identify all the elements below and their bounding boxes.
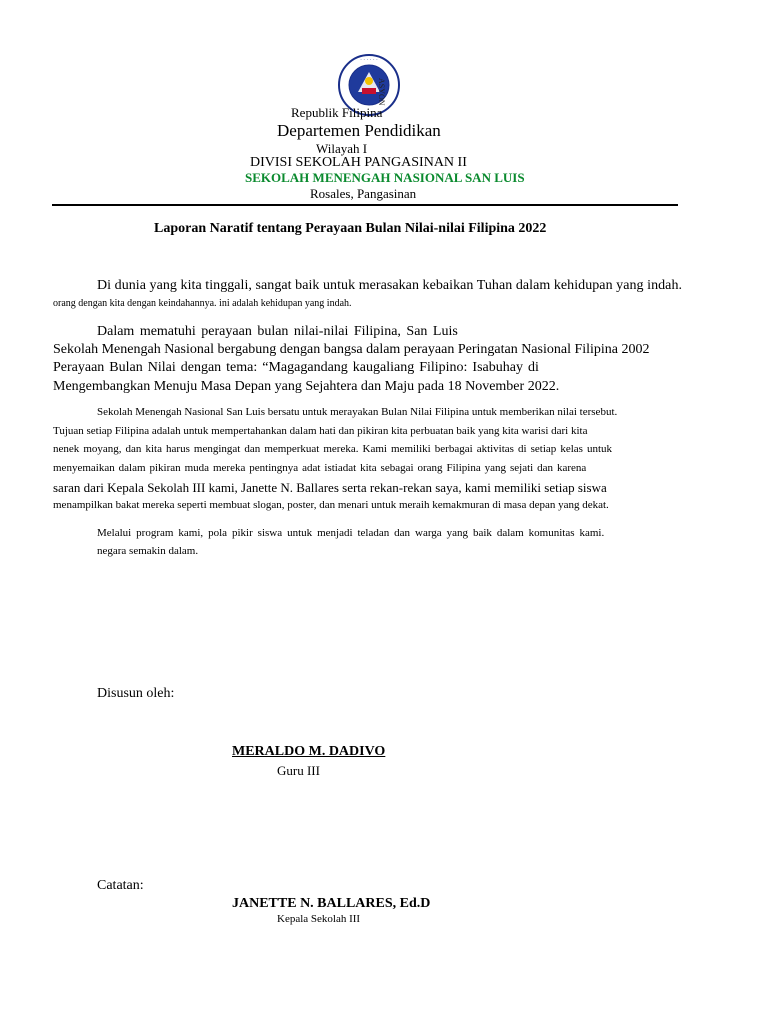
paragraph-2-line-2: Sekolah Menengah Nasional bergabung dengan bangsa dalam perayaan Peringatan Nasional Filipina 2002: [53, 342, 650, 357]
header-country: Republik Filipina: [291, 105, 383, 120]
paragraph-1-line-1: Di dunia yang kita tinggali, sangat baik untuk merasakan kebaikan Tuhan dalam kehidupan yang indah.: [97, 278, 683, 293]
paragraph-3-line-6: menampilkan bakat mereka seperti membuat slogan, poster, dan menari untuk meraih kemakmuran di masa depan yang dekat.: [53, 499, 609, 511]
report-title: Laporan Naratif tentang Perayaan Bulan Nilai-nilai Filipina 2022: [154, 221, 547, 236]
prepared-by-label: Disusun oleh:: [97, 686, 175, 701]
paragraph-2-line-1: Dalam mematuhi perayaan bulan nilai-nilai Filipina, San Luis: [97, 324, 458, 339]
paragraph-4-line-2: negara semakin dalam.: [97, 545, 199, 557]
header-region: Wilayah I: [316, 141, 368, 156]
paragraph-3-line-4: menyemaikan dalam pikiran muda mereka pentingnya adat istiadat kita sebagai orang Filipina yang sejati dan karena: [53, 462, 587, 474]
paragraph-3-line-5: saran dari Kepala Sekolah III kami, Janette N. Ballares serta rekan-rekan saya, kami memiliki setiap siswa: [53, 480, 607, 495]
header-divider: [52, 204, 678, 206]
paragraph-3-line-3: nenek moyang, dan kita harus mengingat dan memperkuat mereka. Kami memiliki berbagai aktivitas di setiap kelas untuk: [53, 443, 613, 455]
prepared-by-title: Guru III: [277, 763, 320, 778]
noted-by-title: Kepala Sekolah III: [277, 913, 361, 925]
noted-by-label: Catatan:: [97, 878, 144, 893]
seal-side-text: ASYON: [377, 78, 386, 106]
svg-text:· · · · · ·: · · · · · ·: [360, 57, 378, 63]
header-location: Rosales, Pangasinan: [310, 186, 417, 201]
paragraph-4-line-1: Melalui program kami, pola pikir siswa untuk menjadi teladan dan warga yang baik dalam komunitas kami.: [97, 527, 605, 539]
paragraph-2-line-3: Perayaan Bulan Nilai dengan tema: “Magagandang kaugaliang Filipino: Isabuhay di: [53, 360, 539, 375]
header-department: Departemen Pendidikan: [277, 121, 441, 140]
header-division: DIVISI SEKOLAH PANGASINAN II: [250, 155, 467, 170]
paragraph-3-line-1: Sekolah Menengah Nasional San Luis bersatu untuk merayakan Bulan Nilai Filipina untuk memberikan nilai tersebut.: [97, 406, 618, 418]
prepared-by-name: MERALDO M. DADIVO: [232, 744, 386, 759]
noted-by-name: JANETTE N. BALLARES, Ed.D: [232, 896, 431, 911]
paragraph-3-line-2: Tujuan setiap Filipina adalah untuk mempertahankan dalam hati dan pikiran kita perbuatan baik yang kita warisi dari kita: [53, 425, 588, 437]
header-school-name: SEKOLAH MENENGAH NASIONAL SAN LUIS: [245, 170, 525, 185]
paragraph-2-line-4: Mengembangkan Menuju Masa Depan yang Sejahtera dan Maju pada 18 November 2022.: [53, 379, 560, 394]
paragraph-1-line-2: orang dengan kita dengan keindahannya. ini adalah kehidupan yang indah.: [53, 298, 352, 309]
